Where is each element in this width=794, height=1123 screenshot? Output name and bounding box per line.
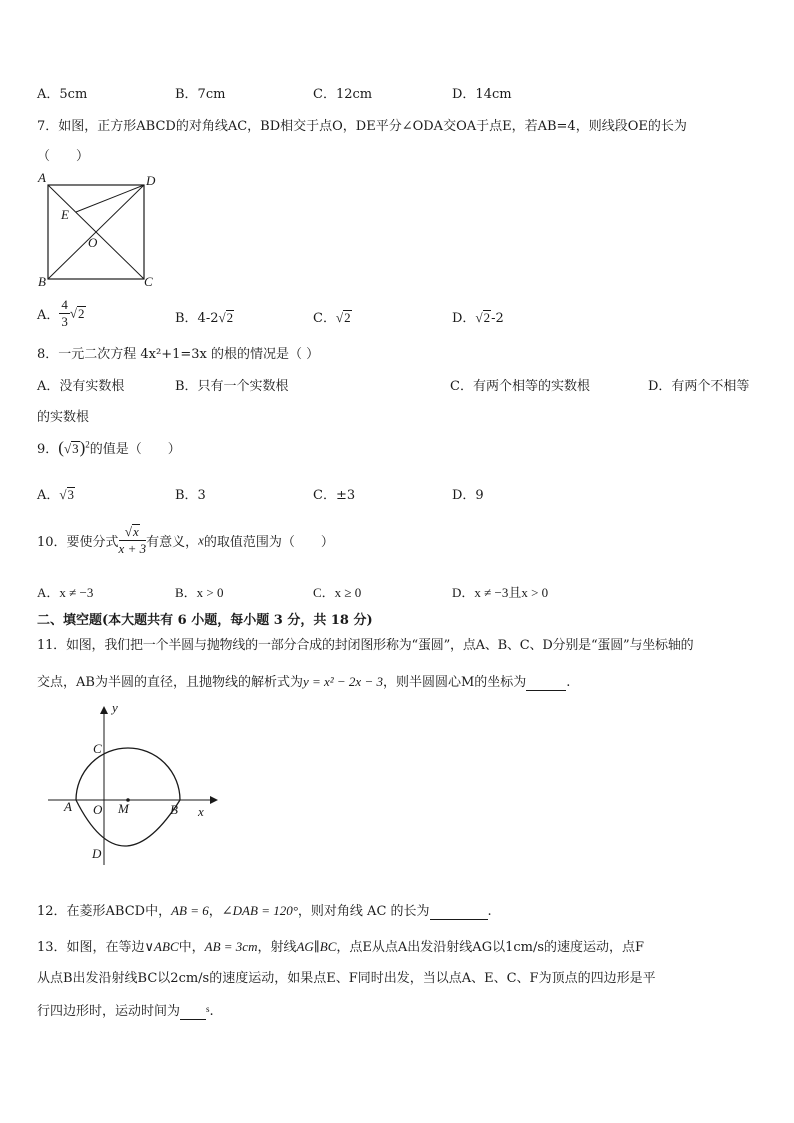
q7-option-c: C．√2	[313, 310, 351, 326]
q9-option-d: D．9	[452, 488, 484, 503]
q7-square-figure	[30, 170, 170, 290]
q11-egg-figure	[40, 700, 220, 870]
q12-answer-blank	[430, 904, 488, 920]
q9-stem: 9．$(√3)^2$的值是（ ）	[37, 438, 181, 457]
q13-line-3: 行四边形时，运动时间为 $^s$.	[37, 1004, 214, 1019]
q11-label-o: O	[93, 802, 103, 817]
q7-label-b: B	[38, 274, 46, 289]
q7-option-a: A． $\frac{4}{3}$ √2	[37, 297, 85, 329]
q7-label-e: E	[61, 207, 69, 222]
q7-label-a: A	[38, 170, 46, 185]
q11-label-m: M	[118, 801, 129, 816]
q7-label-d: D	[146, 173, 156, 188]
q10-option-c: C．x ≥ 0	[313, 585, 362, 600]
q7-paren: （ ）	[37, 149, 90, 164]
q7-label-o: O	[88, 235, 98, 250]
q10-stem: 10．要使分式 $\frac{√x}{x + 3}$ 有意义，x的取值范围为（ ）	[37, 524, 334, 556]
q8-option-a: A．没有实数根	[37, 379, 125, 394]
q10-fraction: $\frac{√x}{x + 3}$	[118, 524, 147, 556]
q11-label-y: y	[112, 700, 118, 715]
q7-option-d: D．√2-2	[452, 310, 504, 326]
q9-option-c: C．±3	[313, 488, 356, 503]
q8-option-d: D．有两个不相等	[648, 379, 750, 394]
q6-option-d: D．14cm	[452, 87, 512, 102]
section-2-heading: 二、填空题(本大题共有 6 小题，每小题 3 分，共 18 分)	[37, 613, 373, 628]
q13-line-1: 13．如图，在等边∨ABC中，AB = 3cm，射线AG∥BC，点E从点A出发沿射线AG以1cm/s的速度运动，点F	[37, 939, 645, 955]
q11-label-b: B	[170, 802, 178, 817]
q10-option-b: B．x > 0	[175, 585, 224, 600]
q7-option-b: B．4-2√2	[175, 310, 234, 326]
q7-opt-a-fraction: $\frac{4}{3}$	[61, 297, 68, 329]
q11-line-1: 11．如图，我们把一个半圆与抛物线的一部分合成的封闭图形称为“蛋圆”，点A、B、C、D分别是“蛋圆”与坐标轴的	[37, 638, 694, 653]
q11-line-2: 交点，AB为半圆的直径，且抛物线的解析式为y = x² − 2x − 3，则半圆圆心M的坐标为 .	[37, 674, 571, 690]
q9-option-b: B．3	[175, 488, 206, 503]
q10-option-d: D．x ≠ −3且x > 0	[452, 585, 549, 600]
question-12: 12．在菱形ABCD中，AB = 6，∠DAB = 120°，则对角线 AC 的长为 .	[37, 903, 492, 919]
q6-option-c: C．12cm	[313, 87, 373, 102]
q13-line-2: 从点B出发沿射线BC以2cm/s的速度运动，如果点E、F同时出发，当以点A、E、C、F为顶点的四边形是平	[37, 971, 656, 986]
q8-stem: 8．一元二次方程 4x²+1=3x 的根的情况是（ ）	[37, 347, 320, 362]
q8-option-c: C．有两个相等的实数根	[450, 379, 590, 394]
q10-option-a: A．x ≠ −3	[37, 585, 94, 600]
q11-label-a: A	[64, 799, 72, 814]
q7-stem: 7．如图，正方形ABCD的对角线AC，BD相交于点O，DE平分∠ODA交OA于点E，若AB=4，则线段OE的长为	[37, 119, 687, 134]
q11-label-c: C	[93, 741, 102, 756]
q11-answer-blank	[526, 675, 566, 691]
q6-option-a: A．5cm	[37, 87, 88, 102]
q13-answer-blank	[180, 1004, 206, 1020]
q8-option-d-wrap: 的实数根	[37, 410, 90, 425]
q9-option-a: A．√3	[37, 487, 75, 503]
q11-label-d: D	[92, 846, 102, 861]
q6-option-b: B．7cm	[175, 87, 226, 102]
q8-option-b: B．只有一个实数根	[175, 379, 289, 394]
q11-label-x: x	[198, 804, 204, 819]
q7-label-c: C	[144, 274, 153, 289]
